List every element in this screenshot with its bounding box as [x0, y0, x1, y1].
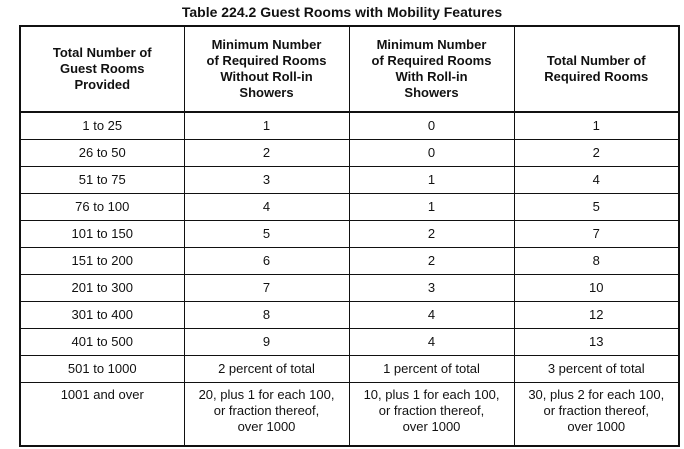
- cell-line: or fraction thereof,: [543, 403, 649, 418]
- table-row: [20, 356, 679, 383]
- cell-with-roll-in: 0: [349, 140, 514, 167]
- cell-total: 8: [514, 248, 679, 275]
- table-title: Table 224.2 Guest Rooms with Mobility Features: [181, 4, 503, 20]
- table-row: [20, 275, 679, 302]
- cell-without-roll-in: 2: [184, 140, 349, 167]
- cell-line: 20, plus 1 for each 100,: [198, 387, 335, 402]
- cell-line: or fraction thereof,: [378, 403, 485, 418]
- table-row: [20, 221, 679, 248]
- cell-total: [514, 383, 679, 447]
- header-total-required: [514, 26, 679, 112]
- cell-with-roll-in: [349, 383, 514, 447]
- cell-with-roll-in: 1: [349, 194, 514, 221]
- cell-range: 301 to 400: [20, 302, 184, 329]
- header-without-roll-in: [184, 26, 349, 112]
- cell-range: 101 to 150: [20, 221, 184, 248]
- cell-with-roll-in: 1 percent of total: [349, 356, 514, 383]
- cell-with-roll-in: 2: [349, 221, 514, 248]
- table-row: [20, 302, 679, 329]
- cell-without-roll-in: 6: [184, 248, 349, 275]
- cell-without-roll-in: 5: [184, 221, 349, 248]
- cell-line: over 1000: [237, 419, 296, 434]
- table-row: [20, 112, 679, 140]
- cell-total: 1: [514, 112, 679, 140]
- cell-without-roll-in: 4: [184, 194, 349, 221]
- table-row: [20, 248, 679, 275]
- table-row: [20, 167, 679, 194]
- cell-with-roll-in: 2: [349, 248, 514, 275]
- header-label: Minimum Number of Required Rooms Without Roll-in Showers: [206, 37, 327, 100]
- cell-range: 76 to 100: [20, 194, 184, 221]
- cell-with-roll-in: 0: [349, 112, 514, 140]
- cell-range: 1 to 25: [20, 112, 184, 140]
- cell-without-roll-in: [184, 383, 349, 447]
- table-row: [20, 194, 679, 221]
- cell-total: 12: [514, 302, 679, 329]
- cell-without-roll-in: 7: [184, 275, 349, 302]
- cell-with-roll-in: 3: [349, 275, 514, 302]
- cell-with-roll-in: 4: [349, 329, 514, 356]
- cell-line: or fraction thereof,: [213, 403, 320, 418]
- cell-total: 4: [514, 167, 679, 194]
- cell-without-roll-in: 9: [184, 329, 349, 356]
- cell-range: 51 to 75: [20, 167, 184, 194]
- cell-range: 501 to 1000: [20, 356, 184, 383]
- cell-without-roll-in: 2 percent of total: [184, 356, 349, 383]
- cell-total: 3 percent of total: [514, 356, 679, 383]
- cell-total: 2: [514, 140, 679, 167]
- cell-total: 13: [514, 329, 679, 356]
- cell-line: over 1000: [567, 419, 626, 434]
- cell-total: 5: [514, 194, 679, 221]
- cell-line: over 1000: [402, 419, 461, 434]
- cell-line: 10, plus 1 for each 100,: [363, 387, 500, 402]
- header-label: Total Number of Guest Rooms Provided: [52, 45, 152, 92]
- cell-with-roll-in: 1: [349, 167, 514, 194]
- header-row: [20, 26, 679, 112]
- cell-range: 26 to 50: [20, 140, 184, 167]
- guest-rooms-table: [19, 25, 680, 447]
- table-row: [20, 329, 679, 356]
- table-row: [20, 140, 679, 167]
- cell-range: 401 to 500: [20, 329, 184, 356]
- header-with-roll-in: [349, 26, 514, 112]
- cell-line: 30, plus 2 for each 100,: [528, 387, 665, 402]
- cell-without-roll-in: 8: [184, 302, 349, 329]
- table-row-1001-and-over: [20, 383, 679, 447]
- cell-without-roll-in: 3: [184, 167, 349, 194]
- cell-range: 151 to 200: [20, 248, 184, 275]
- header-label: Total Number of Required Rooms: [544, 53, 649, 84]
- cell-without-roll-in: 1: [184, 112, 349, 140]
- cell-range: 201 to 300: [20, 275, 184, 302]
- cell-total: 7: [514, 221, 679, 248]
- cell-range: 1001 and over: [20, 383, 184, 447]
- header-label: Minimum Number of Required Rooms With Roll-in Showers: [371, 37, 492, 100]
- cell-total: 10: [514, 275, 679, 302]
- cell-with-roll-in: 4: [349, 302, 514, 329]
- header-total-rooms-provided: [20, 26, 184, 112]
